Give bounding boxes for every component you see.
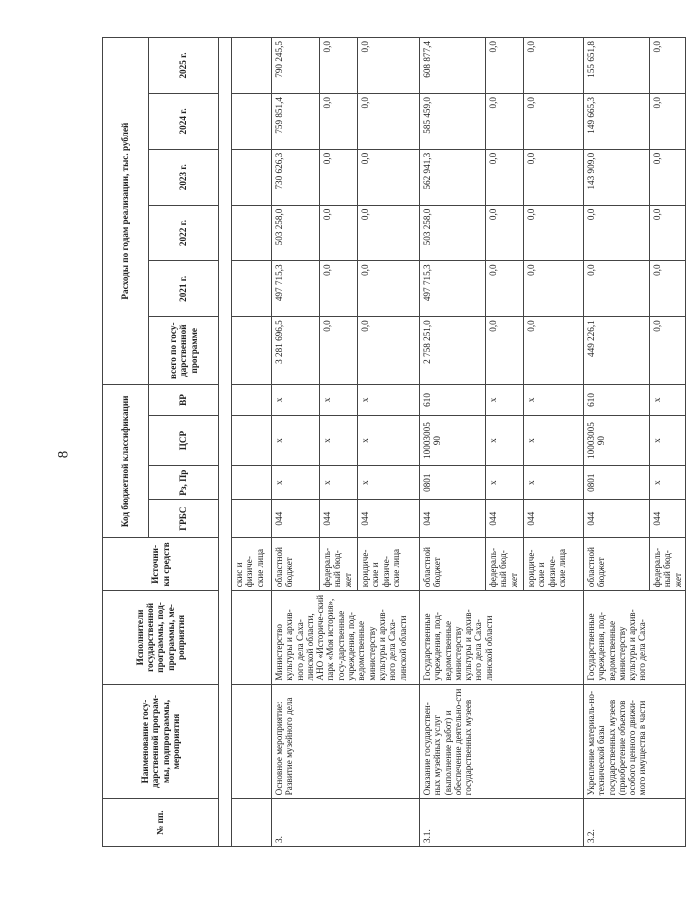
csr-cell: x — [486, 415, 524, 466]
csr-cell: x — [272, 415, 320, 466]
y2021-cell: 0,0 — [524, 261, 584, 317]
budget-table — [102, 37, 686, 847]
y2025-cell: 0,0 — [358, 38, 420, 94]
total-cell — [232, 317, 272, 385]
num-cell — [232, 799, 272, 847]
source-cell: юридиче-ские и физиче-ские лица — [358, 538, 420, 591]
header-num: № пп. — [103, 799, 219, 847]
y2025-cell: 0,0 — [320, 38, 358, 94]
grbs-cell: 044 — [420, 499, 486, 538]
header-executors: Исполнители государственной программы, под-программы, ме-роприятия — [103, 591, 219, 684]
header-expenses: Расходы по годам реализации, тыс. рублей — [103, 38, 149, 385]
executor-cell — [232, 591, 272, 684]
header-2025: 2025 г. — [149, 38, 219, 94]
grbs-cell: 044 — [320, 499, 358, 538]
source-cell: федераль-ный бюд-жет — [486, 538, 524, 591]
y2025-cell: 0,0 — [650, 38, 686, 94]
y2023-cell: 0,0 — [486, 149, 524, 205]
csr-cell — [232, 415, 272, 466]
vr-cell: x — [524, 385, 584, 415]
y2024-cell: 0,0 — [524, 93, 584, 149]
y2023-cell: 0,0 — [320, 149, 358, 205]
grbs-cell: 044 — [584, 499, 650, 538]
header-grbs: ГРБС — [149, 499, 219, 538]
executor-cell: Министерство культуры и архив-ного дела Саха-линской области, АНО «Историче-ский парк «Моя история», госу-дарственные учреждения, под-ведомственные министерству культуры и архив-ного дела Саха-линской области — [272, 591, 420, 684]
num-cell: 3. — [272, 799, 420, 847]
header-2024: 2024 г. — [149, 93, 219, 149]
y2021-cell: 0,0 — [358, 261, 420, 317]
y2023-cell: 562 941,3 — [420, 149, 486, 205]
y2024-cell: 0,0 — [650, 93, 686, 149]
y2024-cell — [232, 93, 272, 149]
vr-cell: x — [358, 385, 420, 415]
y2022-cell — [232, 205, 272, 261]
y2024-cell: 149 665,3 — [584, 93, 650, 149]
y2021-cell: 0,0 — [486, 261, 524, 317]
y2021-cell: 0,0 — [584, 261, 650, 317]
y2024-cell: 0,0 — [486, 93, 524, 149]
grbs-cell: 044 — [524, 499, 584, 538]
y2025-cell: 0,0 — [524, 38, 584, 94]
y2023-cell: 0,0 — [524, 149, 584, 205]
y2024-cell: 759 851,4 — [272, 93, 320, 149]
y2025-cell: 790 245,5 — [272, 38, 320, 94]
y2023-cell: 0,0 — [358, 149, 420, 205]
table-row — [420, 38, 486, 847]
rzpr-cell: x — [320, 466, 358, 499]
executor-cell: Государственные учреждения, под-ведомственные министерству культуры и архив-ного дела Саха- — [584, 591, 686, 684]
total-cell: 0,0 — [486, 317, 524, 385]
source-cell: областной бюджет — [420, 538, 486, 591]
header-csr: ЦСР — [149, 415, 219, 466]
y2022-cell: 0,0 — [524, 205, 584, 261]
header-separator — [219, 38, 232, 847]
y2024-cell: 0,0 — [320, 93, 358, 149]
csr-cell: x — [650, 415, 686, 466]
y2022-cell: 0,0 — [358, 205, 420, 261]
y2024-cell: 585 459,0 — [420, 93, 486, 149]
y2021-cell: 497 715,3 — [272, 261, 320, 317]
rzpr-cell: 0801 — [420, 466, 486, 499]
y2025-cell: 608 877,4 — [420, 38, 486, 94]
vr-cell: x — [486, 385, 524, 415]
table-row — [584, 38, 650, 847]
total-cell: 2 758 251,0 — [420, 317, 486, 385]
source-cell: областной бюджет — [584, 538, 650, 591]
grbs-cell: 044 — [358, 499, 420, 538]
source-cell: федераль-ный бюд-жет — [650, 538, 686, 591]
table-row — [272, 38, 320, 847]
vr-cell: x — [320, 385, 358, 415]
total-cell: 449 226,1 — [584, 317, 650, 385]
header-2021: 2021 г. — [149, 261, 219, 317]
total-cell: 0,0 — [650, 317, 686, 385]
header-row-1 — [103, 38, 149, 847]
vr-cell — [232, 385, 272, 415]
header-budget-code: Код бюджетной классификации — [103, 385, 149, 538]
table-row — [232, 38, 272, 847]
separator-cell — [219, 38, 232, 847]
y2021-cell: 497 715,3 — [420, 261, 486, 317]
csr-cell: 10003005 90 — [584, 415, 650, 466]
total-cell: 0,0 — [320, 317, 358, 385]
grbs-cell: 044 — [650, 499, 686, 538]
num-cell: 3.1. — [420, 799, 584, 847]
csr-cell: x — [320, 415, 358, 466]
csr-cell: x — [358, 415, 420, 466]
csr-cell: x — [524, 415, 584, 466]
rotated-table-container — [102, 37, 683, 847]
y2025-cell: 155 651,8 — [584, 38, 650, 94]
rzpr-cell: x — [358, 466, 420, 499]
rzpr-cell: x — [524, 466, 584, 499]
csr-cell: 10003005 90 — [420, 415, 486, 466]
y2024-cell: 0,0 — [358, 93, 420, 149]
y2023-cell: 143 909,0 — [584, 149, 650, 205]
grbs-cell — [232, 499, 272, 538]
y2023-cell: 0,0 — [650, 149, 686, 205]
vr-cell: x — [650, 385, 686, 415]
header-rzpr: Рз, Пр — [149, 466, 219, 499]
header-2023: 2023 г. — [149, 149, 219, 205]
rzpr-cell: x — [272, 466, 320, 499]
total-cell: 3 281 696,5 — [272, 317, 320, 385]
num-cell: 3.2. — [584, 799, 686, 847]
name-cell — [232, 684, 272, 799]
y2021-cell: 0,0 — [320, 261, 358, 317]
source-cell: юридиче-ские и физиче-ские лица — [524, 538, 584, 591]
grbs-cell: 044 — [272, 499, 320, 538]
y2023-cell: 730 626,3 — [272, 149, 320, 205]
y2022-cell: 0,0 — [320, 205, 358, 261]
total-cell: 0,0 — [358, 317, 420, 385]
name-cell: Основное мероприятие: Развитие музейного дела — [272, 684, 420, 799]
page-number: 8 — [55, 450, 72, 459]
y2025-cell: 0,0 — [486, 38, 524, 94]
total-cell: 0,0 — [524, 317, 584, 385]
y2023-cell — [232, 149, 272, 205]
header-name: Наименование госу-дарственной програм-мы, подпрограммы, мероприятия — [103, 684, 219, 799]
vr-cell: x — [272, 385, 320, 415]
y2022-cell: 0,0 — [486, 205, 524, 261]
source-cell: скис и физиче-ские лица — [232, 538, 272, 591]
y2021-cell — [232, 261, 272, 317]
y2022-cell: 0,0 — [650, 205, 686, 261]
name-cell: Оказание государствен-ных музейных услуг (выполнение работ) и обеспечение деятельно-сти государственных музеев — [420, 684, 584, 799]
grbs-cell: 044 — [486, 499, 524, 538]
y2022-cell: 503 258,0 — [420, 205, 486, 261]
y2025-cell — [232, 38, 272, 94]
header-total: всего по госу-дарственной программе — [149, 317, 219, 385]
y2022-cell: 0,0 — [584, 205, 650, 261]
rzpr-cell: 0801 — [584, 466, 650, 499]
rzpr-cell: x — [486, 466, 524, 499]
y2022-cell: 503 258,0 — [272, 205, 320, 261]
header-source: Источни-ки средств — [103, 538, 219, 591]
name-cell: Укрепление материаль-но-технической базы государственных музеев (приобретение объектов особого ценного движи-мого имущества в части — [584, 684, 686, 799]
executor-cell: Государственные учреждения, под-ведомственные министерству культуры и архив-ного дела Саха-линской области — [420, 591, 584, 684]
source-cell: областной бюджет — [272, 538, 320, 591]
rzpr-cell: x — [650, 466, 686, 499]
vr-cell: 610 — [584, 385, 650, 415]
header-2022: 2022 г. — [149, 205, 219, 261]
source-cell: федераль-ный бюд-жет — [320, 538, 358, 591]
vr-cell: 610 — [420, 385, 486, 415]
y2021-cell: 0,0 — [650, 261, 686, 317]
rzpr-cell — [232, 466, 272, 499]
header-vr: ВР — [149, 385, 219, 415]
